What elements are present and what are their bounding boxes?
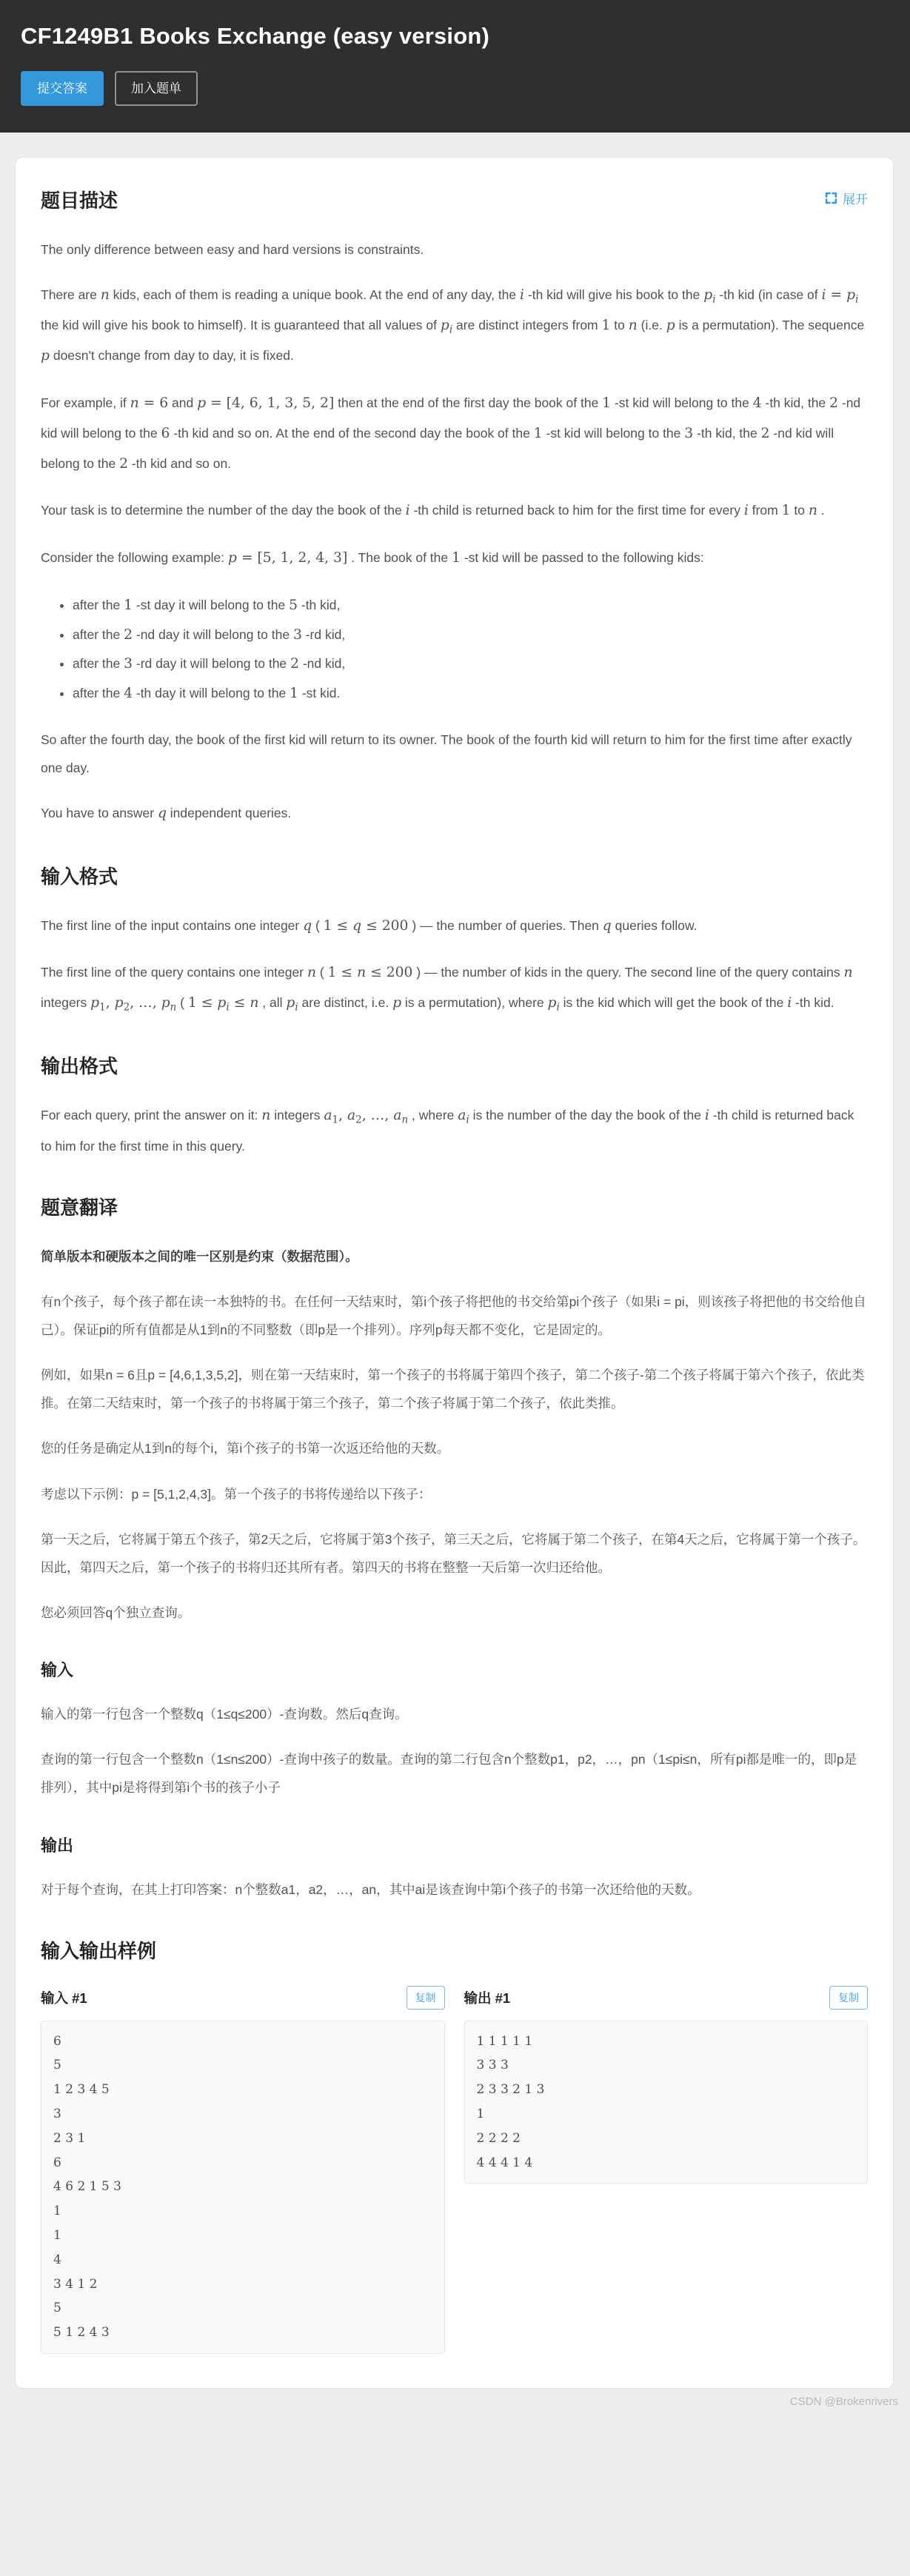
description-paragraphs-after-list xyxy=(41,726,868,829)
sample-input-line: 3 xyxy=(53,2107,61,2122)
sample-input-lines xyxy=(53,2030,432,2345)
sample-output-line: 1 xyxy=(476,2107,485,2122)
add-to-problem-list-button[interactable]: 加入题单 xyxy=(115,71,198,106)
sample-input-line: 1 xyxy=(53,2228,61,2244)
sample-input-line: 5 xyxy=(53,2058,61,2073)
sample-output-line: 1 1 1 1 1 xyxy=(476,2033,533,2049)
subheading-translation-output: 输出 xyxy=(41,1836,74,1855)
sample-input-line: 4 6 2 1 5 3 xyxy=(53,2179,121,2195)
expand-icon xyxy=(825,192,837,204)
header-actions xyxy=(21,71,889,106)
description-paragraph: For example, if n = 6 and p = [4, 6, 1, 3, 5, 2] then at the end of the first day the book of the 1 -st kid will belong to the 4 -th kid, the 2 -nd kid will belong to the 6 -th kid and so on. At the end of the second day the book of the 1 -st kid will belong to the 3 -th kid, the 2 -nd kid will belong to the 2 -th kid and so on. xyxy=(41,395,861,472)
description-paragraph: So after the fourth day, the book of the first kid will return to its owner. The book of the fourth kid will return to him for the first time after exactly one day. xyxy=(41,732,852,775)
sample-output-line: 2 2 2 2 xyxy=(476,2130,521,2146)
sample-output-column xyxy=(464,1986,869,2354)
translation-paragraph: 考虑以下示例：p = [5,1,2,4,3]。第一个孩子的书将传递给以下孩子： xyxy=(41,1486,432,1502)
translation-paragraph: 第一天之后，它将属于第五个孩子，第2天之后，它将属于第3个孩子，第三天之后，它将属于第二个孩子，在第4天之后，它将属于第一个孩子。因此，第四天之后，第一个孩子的书将归还其所有者。第四天的书将在整整一天后第一次归还给他。 xyxy=(41,1531,866,1575)
sample-input-line: 1 2 3 4 5 xyxy=(53,2082,110,2098)
section-heading-translation: 题意翻译 xyxy=(41,1196,118,1219)
translation-input-paragraph: 输入的第一行包含一个整数q（1≤q≤200）-查询数。然后q查询。 xyxy=(41,1707,408,1722)
section-heading-output-format: 输出格式 xyxy=(41,1055,118,1078)
sample-input-line: 5 1 2 4 3 xyxy=(53,2325,110,2341)
sample-output-block xyxy=(464,2021,869,2184)
sample-input-label: 输入 #1 xyxy=(41,1990,87,2006)
copy-input-button[interactable]: 复制 xyxy=(407,1986,445,2010)
input-format-paragraphs xyxy=(41,911,868,1020)
sample-input-line: 3 4 1 2 xyxy=(53,2276,98,2292)
input-format-paragraph: The first line of the input contains one integer q ( 1 ≤ q ≤ 200 ) — the number of queries. Then q queries follow. xyxy=(41,917,697,934)
bullet-item: • after the 2 -nd day it will belong to the 3 -rd kid, xyxy=(73,620,868,650)
copy-output-button[interactable]: 复制 xyxy=(829,1986,868,2010)
csdn-watermark: CSDN @Brokenrivers xyxy=(789,2395,898,2408)
problem-header xyxy=(0,0,910,133)
subheading-translation-input: 输入 xyxy=(41,1661,74,1680)
translation-paragraphs xyxy=(41,1288,868,1627)
page-title: CF1249B1 Books Exchange (easy version) xyxy=(21,23,490,49)
description-paragraph: Your task is to determine the number of the day the book of the i -th child is returned back to him for the first time for every i from 1 to n . xyxy=(41,503,825,519)
description-bullet-list xyxy=(41,591,868,709)
section-heading-input-format: 输入格式 xyxy=(41,865,118,888)
problem-card xyxy=(15,157,894,2389)
bullet-item: • after the 3 -rd day it will belong to the 2 -nd kid, xyxy=(73,649,868,679)
description-paragraph: Consider the following example: p = [5, 1, 2, 4, 3] . The book of the 1 -st kid will be passed to the following kids: xyxy=(41,550,704,566)
translation-input-paragraphs xyxy=(41,1700,868,1801)
description-paragraph: You have to answer q independent queries. xyxy=(41,805,292,821)
samples-row xyxy=(41,1986,868,2354)
translation-input-paragraph: 查询的第一行包含一个整数n（1≤n≤200）-查询中孩子的数量。查询的第二行包含n个整数p1，p2，…，pn（1≤pi≤n，所有pi都是唯一的，即p是排列），其中pi是将得到第i个书的孩子小子 xyxy=(41,1752,857,1796)
input-format-paragraph: The first line of the query contains one integer n ( 1 ≤ n ≤ 200 ) — the number of kids in the query. The second line of the query contains n integers $p_1$, $p_2$, …, $p_n$ ( $1 \le p_i \le n$ , all $p_i$ are distinct, i.e. p is a permutation), where $p_i$ is the kid which will get the book of the i -th kid. xyxy=(41,965,853,1014)
sample-input-line: 1 xyxy=(53,2204,61,2219)
translation-lead-wrap xyxy=(41,1242,868,1271)
description-paragraph: The only difference between easy and hard versions is constraints. xyxy=(41,241,424,257)
output-format-paragraph: For each query, print the answer on it: n integers $a_1$, $a_2$, …, $a_n$ , where $a_i$ is the number of the day the book of the i -th child is returned back to him for the first time in this query. xyxy=(41,1108,854,1154)
translation-paragraph: 您必须回答q个独立查询。 xyxy=(41,1605,191,1620)
sample-output-line: 2 3 3 2 1 3 xyxy=(476,2082,545,2098)
sample-input-line: 6 xyxy=(53,2155,61,2170)
sample-input-block xyxy=(41,2021,445,2354)
sample-output-label: 输出 #1 xyxy=(464,1990,511,2006)
translation-paragraph: 您的任务是确定从1到n的每个i，第i个孩子的书第一次返还给他的天数。 xyxy=(41,1441,450,1456)
sample-output-header xyxy=(464,1986,869,2010)
bullet-item: • after the 1 -st day it will belong to the 5 -th kid, xyxy=(73,591,868,620)
translation-lead: 简单版本和硬版本之间的唯一区别是约束（数据范围）。 xyxy=(41,1248,358,1264)
sample-input-header xyxy=(41,1986,445,2010)
section-heading-samples: 输入输出样例 xyxy=(41,1939,157,1962)
section-heading-description: 题目描述 xyxy=(41,189,118,212)
description-paragraphs xyxy=(41,235,868,574)
submit-answer-button[interactable]: 提交答案 xyxy=(21,71,104,106)
expand-label: 展开 xyxy=(843,192,868,207)
translation-output-paragraph: 对于每个查询，在其上打印答案：n个整数a1，a2，…，an，其中ai是该查询中第i个孩子的书第一次还给他的天数。 xyxy=(41,1881,700,1897)
translation-paragraph: 例如，如果n = 6且p = [4,6,1,3,5,2]，则在第一天结束时，第一个孩子的书将属于第四个孩子，第二个孩子-第二个孩子将属于第六个孩子，依此类推。在第二天结束时，第一个孩子的书将属于第三个孩子，第二个孩子将属于第二个孩子，依此类推。 xyxy=(41,1368,865,1411)
output-format-paragraphs xyxy=(41,1101,868,1160)
sample-input-line: 4 xyxy=(53,2252,61,2267)
description-paragraph: There are n kids, each of them is reading a unique book. At the end of any day, the i -th kid will give his book to the $p_i$ -th kid (in case of $i = p_i$ the kid will give his book to himself). It is guaranteed that all values of $p_i$ are distinct integers from 1 to n (i.e. p is a permutation). The sequence p doesn't change from day to day, it is fixed. xyxy=(41,287,865,364)
translation-output-paragraphs xyxy=(41,1876,868,1904)
translation-paragraph: 有n个孩子，每个孩子都在读一本独特的书。在任何一天结束时，第i个孩子将把他的书交给第pi个孩子（如果i = pi，则该孩子将把他的书交给他自己）。保证pi的所有值都是从1到n的不同整数（即p是一个排列）。序列p每天都不变化，它是固定的。 xyxy=(41,1294,866,1337)
sample-output-lines xyxy=(477,2030,856,2175)
sample-input-line: 5 xyxy=(53,2301,61,2316)
bullet-item: • after the 4 -th day it will belong to the 1 -st kid. xyxy=(73,679,868,709)
expand-toggle[interactable] xyxy=(825,189,868,207)
sample-input-column xyxy=(41,1986,445,2354)
sample-input-line: 6 xyxy=(53,2033,61,2049)
sample-output-line: 4 4 4 1 4 xyxy=(476,2155,533,2170)
sample-input-line: 2 3 1 xyxy=(53,2130,86,2146)
sample-output-line: 3 3 3 xyxy=(476,2058,509,2073)
